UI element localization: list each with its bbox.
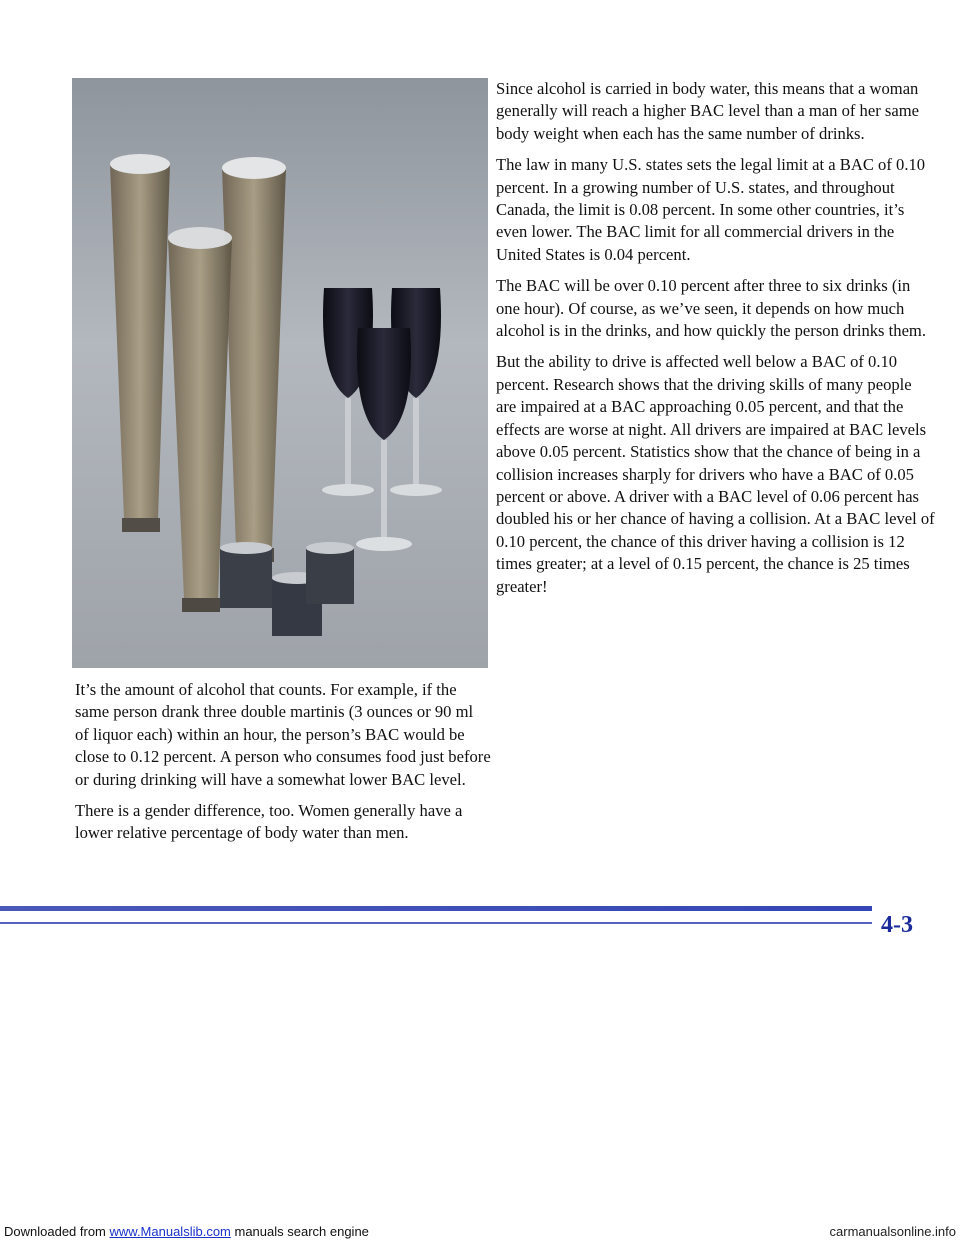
banner-prefix: Downloaded from	[4, 1224, 110, 1239]
footer-rule	[0, 906, 872, 911]
download-banner	[0, 1222, 960, 1242]
paragraph: But the ability to drive is affected well below a BAC of 0.10 percent. Research shows that the driving skills of many people are impaired at a BAC approaching 0.05 percent, and that the effects are worse at night. All drivers are impaired at BAC levels above 0.05 percent. Statistics show that the chance of being in a collision increases sharply for drivers who have a BAC of 0.05 percent or above. A driver with a BAC level of 0.06 percent has doubled his or her chance of having a collision. At a BAC level of 0.10 percent, the chance of this driver having a collision is 12 times greater; at a level of 0.15 percent, the chance is 25 times greater!	[496, 352, 935, 596]
drinks-photo	[72, 78, 488, 668]
shot-glass	[220, 542, 272, 608]
banner-left	[4, 1222, 369, 1242]
paragraph: There is a gender difference, too. Women generally have a lower relative percentage of body water than men.	[75, 801, 463, 843]
paragraph: The BAC will be over 0.10 percent after three to six drinks (in one hour). Of course, as we’ve seen, it depends on how much alcohol is in the drinks, and how quickly the person drinks them.	[496, 276, 926, 341]
glasses-illustration	[72, 78, 488, 668]
page-number: 4-3	[881, 912, 913, 938]
paragraph: It’s the amount of alcohol that counts. For example, if the same person drank three double martinis (3 ounces or 90 ml of liquor each) within an hour, the person’s BAC would be close to 0.12 percent. A person who consumes food just before or during drinking will have a somewhat lower BAC level.	[75, 680, 491, 789]
footer-rule-thin	[0, 922, 872, 924]
watermark-text: carmanualsonline.info	[829, 1224, 956, 1239]
left-text-column	[75, 679, 491, 854]
shot-glass	[306, 542, 354, 604]
banner-suffix: manuals search engine	[230, 1224, 369, 1239]
paragraph: The law in many U.S. states sets the legal limit at a BAC of 0.10 percent. In a growing number of U.S. states, and throughout Canada, the limit is 0.08 percent. In some other countries, it’s even lower. The BAC limit for all commercial drivers in the United States is 0.04 percent.	[496, 155, 926, 264]
paragraph: Since alcohol is carried in body water, this means that a woman generally will reach a higher BAC level than a man of her same body weight when each has the same number of drinks.	[496, 79, 919, 143]
right-text-column	[496, 78, 936, 607]
manualslib-link[interactable]: www.Manualslib.com	[109, 1224, 231, 1239]
